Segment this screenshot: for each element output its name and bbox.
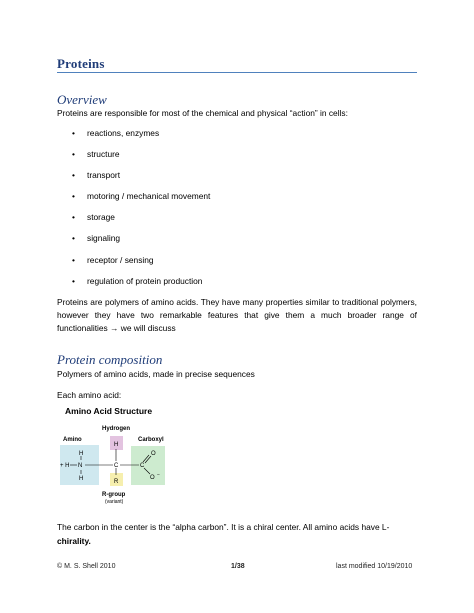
footer-last-modified: last modified 10/19/2010 (336, 563, 413, 570)
composition-line-2: Each amino acid: (57, 390, 122, 400)
atom-o-top: O (151, 451, 156, 457)
atom-h-amino-bottom: H (79, 476, 84, 482)
footer-page-number: 1/38 (231, 563, 245, 570)
page-title: Proteins (57, 56, 105, 71)
carboxyl-group-box (131, 446, 165, 485)
atom-r: R (114, 479, 119, 485)
title-underline (57, 72, 417, 73)
atom-c-alpha: C (114, 463, 119, 469)
label-hydrogen: Hydrogen (102, 426, 131, 432)
label-carboxyl: Carboxyl (138, 437, 164, 443)
overview-paragraph: Proteins are polymers of amino acids. They have many properties similar to traditional polymers, however they have two remarkable features that give them a much broader range of functionalities → we will discuss (57, 297, 417, 333)
bullet-icon: • (72, 233, 75, 243)
overview-intro: Proteins are responsible for most of the chemical and physical “action” in cells: (57, 108, 348, 118)
bullet-icon: • (72, 255, 75, 265)
atom-n: N (78, 463, 83, 469)
label-variant: (variant) (105, 499, 124, 505)
bullet-icon: • (72, 128, 75, 138)
section-heading-composition: Protein composition (57, 352, 163, 367)
label-amino: Amino (63, 437, 82, 443)
diagram-title: Amino Acid Structure (65, 406, 153, 416)
atom-h-alpha: H (114, 442, 119, 448)
atom-c-carboxyl: C (140, 463, 145, 469)
footer-copyright: © M. S. Shell 2010 (57, 563, 116, 570)
bullet-icon: • (72, 276, 75, 286)
charge-minus: − (157, 472, 160, 478)
bullet-icon: • (72, 149, 75, 159)
atom-o-bottom: O (150, 475, 155, 481)
closing-line-1: The carbon in the center is the “alpha carbon”. It is a chiral center. All amino acids have L- (57, 522, 390, 532)
amino-acid-structure-diagram (57, 404, 187, 514)
atom-h-amino-top: H (79, 451, 84, 457)
bullet-icon: • (72, 170, 75, 180)
composition-line-1: Polymers of amino acids, made in precise sequences (57, 369, 255, 379)
section-heading-overview: Overview (57, 92, 107, 107)
label-r-group: R-group (102, 492, 126, 498)
bullet-icon: • (72, 212, 75, 222)
atom-h-amino-left: + H (60, 463, 70, 469)
bullet-icon: • (72, 191, 75, 201)
document-page: Proteins Overview Proteins are responsible for most of the chemical and physical “action” in cells: • reactions, enzymes • structure • transport • motoring / mechanical movement • storage • signaling • receptor / sensing • regulation of protein production Proteins are polymers of amino acids. They have many properties similar to traditional polymers, however they have two remarkable features that give them a much broader range of functionalities → we will discuss Protein composition Polymers of amino acids, made in precise sequences Each amino acid: Amino Acid Structure Hydrogen Amino Carboxyl H H + H N H C C O O − R R-group (variant) The carbon in the center is the “alpha carbon”. It is a chiral center. All amino acids have L- chirality. © M. S. Shell 2010 1/38 last modified 10/19/2010 (57, 56, 417, 570)
closing-line-2: chirality. (57, 536, 91, 546)
